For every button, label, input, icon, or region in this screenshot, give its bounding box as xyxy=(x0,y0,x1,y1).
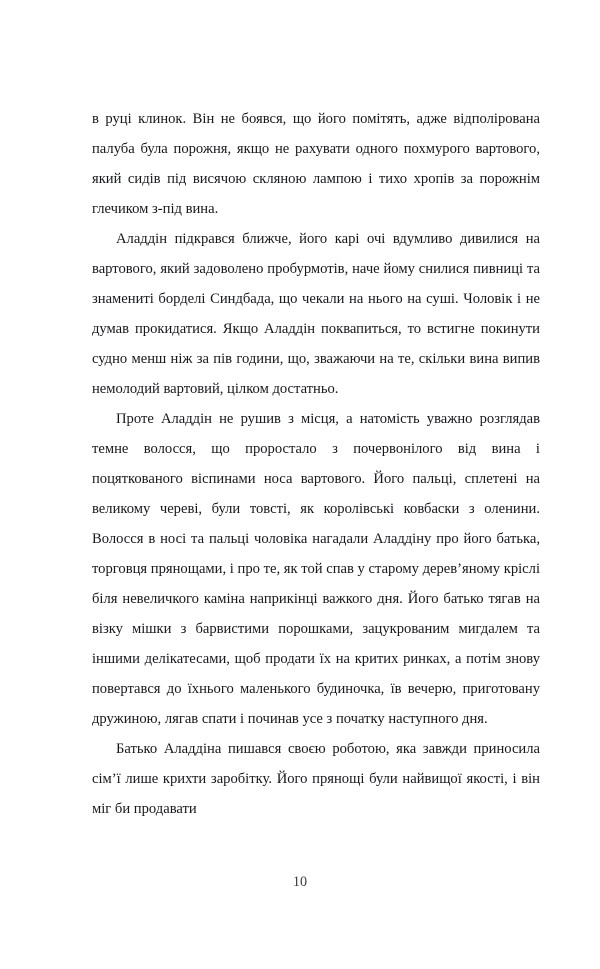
page-number: 10 xyxy=(292,874,308,890)
paragraph: Проте Аладдін не рушив з місця, а натомість уважно розглядав темне волосся, що проростало з почервонілого від вина і поцяткованого віспинами носа вартового. Його пальці, сплетені на великому череві, були товсті, як королівські ковбаски з оленини. Волосся в носі та пальці чоловіка нагадали Аладдіну про його батька, торговця прянощами, і про те, як той спав у старому дерев’яному кріслі біля невеличкого каміна наприкінці важкого дня. Його батько тягав на візку мішки з барвистими порошками, зацукрованим мигдалем та іншими делікатесами, щоб продати їх на критих ринках, а потім знову повертався до їхнього маленького будиночка, їв вечерю, приготовану дружиною, лягав спати і починав усе з початку наступного дня. xyxy=(92,411,540,727)
paragraph: в руці клинок. Він не боявся, що його помітять, адже відполірована палуба була порожня, якщо не рахувати одного похмурого вартового, який сидів під висячою скляною лампою і тихо хропів за порожнім глечиком з-під вина. xyxy=(92,111,540,217)
paragraph: Аладдін підкрався ближче, його карі очі вдумливо дивилися на вартового, який задоволено пробурмотів, наче йому снилися пивниці та знамениті борделі Синдбада, що чекали на нього на суші. Чоловік і не думав прокидатися. Якщо Аладдін поквапиться, то встигне покинути судно менш ніж за пів години, що, зважаючи на те, скільки вина випив немолодий вартовий, цілком достатньо. xyxy=(92,231,540,397)
paragraph: Батько Аладдіна пишався своєю роботою, яка завжди приносила сім’ї лише крихти заробітку. Його прянощі були найвищої якості, і він міг би продавати xyxy=(92,741,540,817)
page-body xyxy=(92,104,540,824)
